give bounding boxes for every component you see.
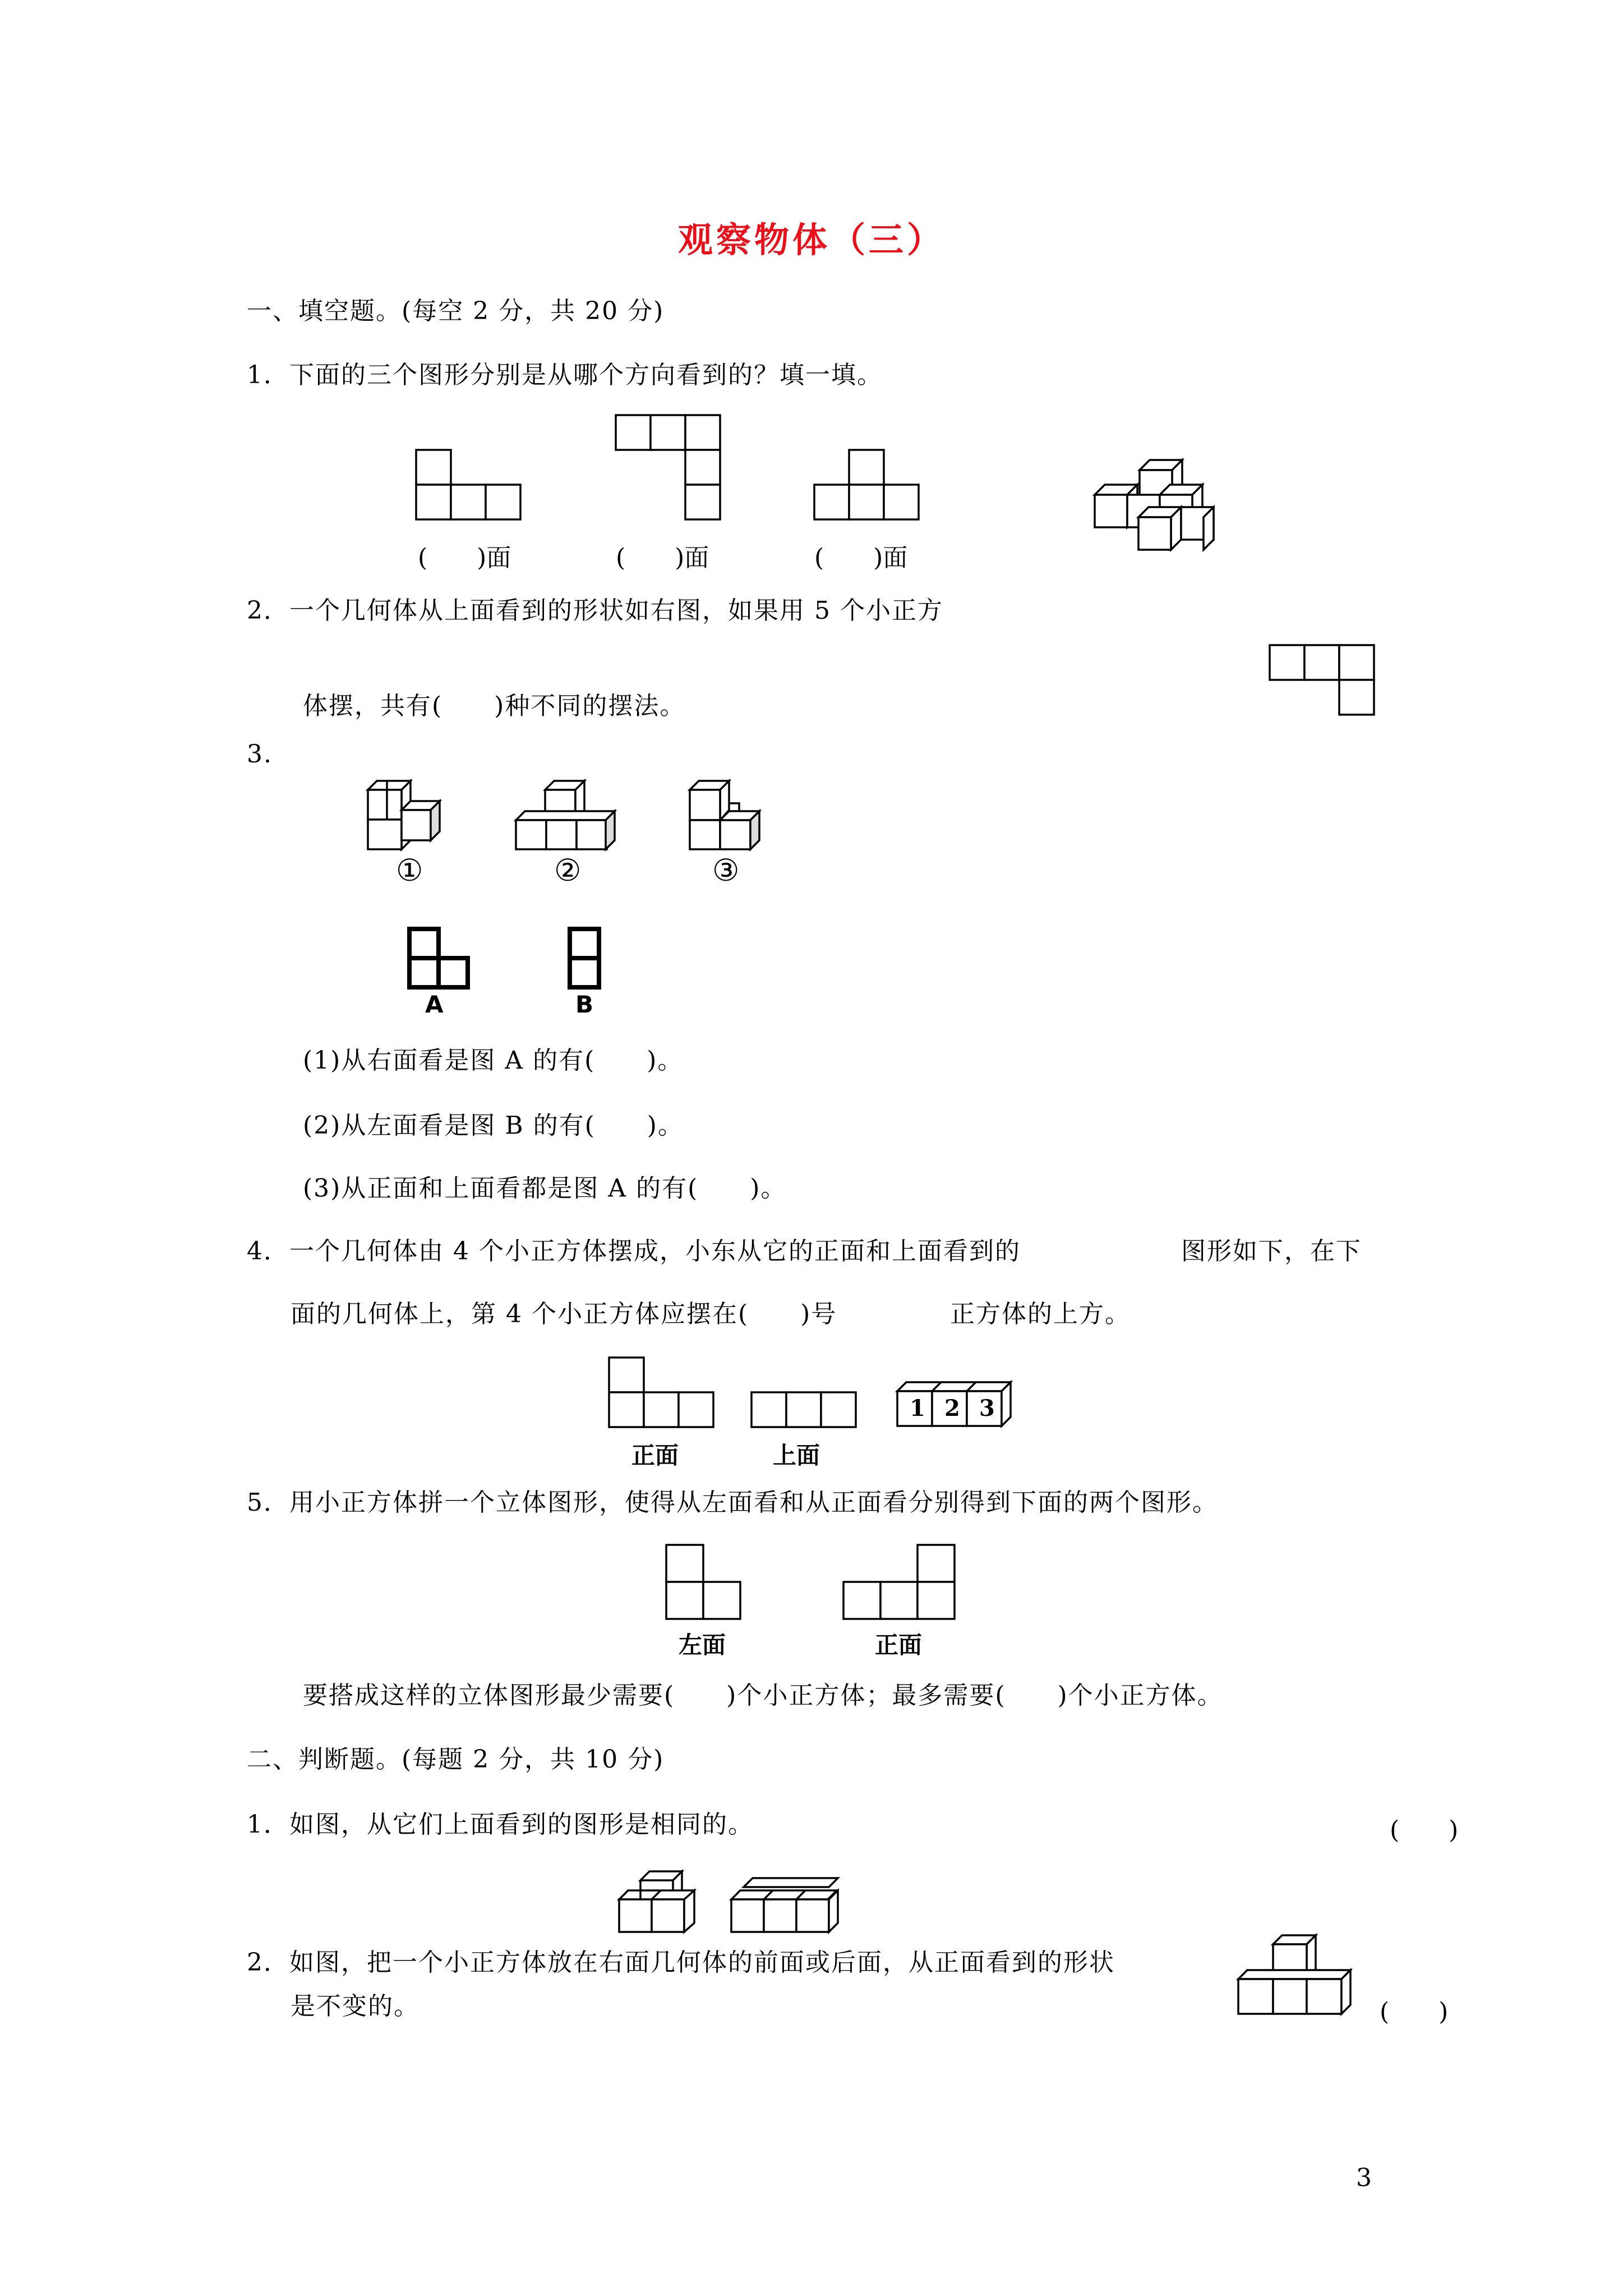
s2-q2-solid	[1237, 1932, 1372, 2033]
q2-text-line1: 2．一个几何体从上面看到的形状如右图，如果用 5 个小正方	[247, 596, 943, 625]
q4-top-view	[750, 1391, 863, 1430]
q3-sub-3: (3)从正面和上面看都是图 A 的有( )。	[303, 1174, 787, 1203]
q4-cube-3: 3	[979, 1395, 995, 1421]
q3-sub-1: (1)从右面看是图 A 的有( )。	[303, 1046, 684, 1075]
s2-q2-text-line2: 是不变的。	[291, 1992, 419, 2021]
q1-figure-2	[615, 414, 727, 526]
q1-figure-1	[415, 449, 527, 522]
q5-text: 5．用小正方体拼一个立体图形，使得从左面看和从正面看分别得到下面的两个图形。	[247, 1488, 1218, 1517]
page-title: 观察物体（三）	[677, 219, 945, 260]
q3-view-a	[407, 927, 480, 994]
q1-blank-1: ( )面	[418, 544, 511, 572]
s2-q2-answer-paren: ( )	[1380, 1998, 1449, 2026]
q3-label-1: ①	[396, 853, 423, 888]
q3-label-2: ②	[554, 853, 582, 888]
q3-letter-b: B	[575, 991, 594, 1018]
q5-label-left: 左面	[679, 1631, 726, 1659]
q1-text: 1．下面的三个图形分别是从哪个方向看到的？填一填。	[247, 361, 883, 389]
page-number: 3	[1356, 2164, 1373, 2192]
q1-blank-2: ( )面	[616, 544, 709, 572]
q3-letter-a: A	[425, 991, 444, 1018]
q4-text-line1a: 4．一个几何体由 4 个小正方体摆成，小东从它的正面和上面看到的	[247, 1237, 1021, 1266]
q1-figure-3	[813, 449, 925, 522]
q4-solid	[896, 1380, 1020, 1436]
q4-label-top: 上面	[773, 1442, 820, 1469]
q3-solid-3	[689, 773, 778, 852]
q4-cube-2: 2	[944, 1395, 960, 1421]
q5-answer-line: 要搭成这样的立体图形最少需要( )个小正方体；最多需要( )个小正方体。	[303, 1681, 1223, 1710]
q3-number: 3.	[247, 740, 273, 769]
q3-sub-2: (2)从左面看是图 B 的有( )。	[303, 1111, 684, 1140]
s2-q1-solid-2	[730, 1874, 848, 1947]
section1-heading: 一、填空题。(每空 2 分，共 20 分)	[247, 297, 665, 325]
s2-q1-answer-paren: ( )	[1390, 1816, 1459, 1844]
q2-top-view-figure	[1269, 644, 1381, 723]
q4-cube-1: 1	[910, 1395, 925, 1421]
q4-front-view	[608, 1356, 720, 1429]
q3-solid-1	[367, 773, 468, 852]
q5-left-view	[665, 1544, 744, 1622]
q4-text-line2a: 面的几何体上，第 4 个小正方体应摆在( )号	[291, 1300, 837, 1328]
q5-label-front: 正面	[875, 1631, 923, 1659]
q5-front-view	[842, 1544, 966, 1622]
q4-text-line2b: 正方体的上方。	[950, 1300, 1131, 1328]
section2-heading: 二、判断题。(每题 2 分，共 10 分)	[247, 1745, 665, 1774]
q3-solid-2	[515, 773, 627, 852]
s2-q1-solid-1	[618, 1868, 708, 1947]
s2-q2-text-line1: 2．如图，把一个小正方体放在右面几何体的前面或后面，从正面看到的形状	[247, 1948, 1115, 1977]
s2-q1-text: 1．如图，从它们上面看到的图形是相同的。	[247, 1810, 754, 1839]
q3-view-b	[568, 927, 612, 994]
q4-text-line1b: 图形如下，在下	[1181, 1237, 1362, 1266]
q4-label-front: 正面	[631, 1442, 679, 1469]
q2-text-line2: 体摆，共有( )种不同的摆法。	[303, 692, 686, 720]
q1-blank-3: ( )面	[814, 544, 908, 572]
q3-label-3: ③	[712, 853, 740, 888]
q1-solid-figure	[1094, 459, 1223, 571]
